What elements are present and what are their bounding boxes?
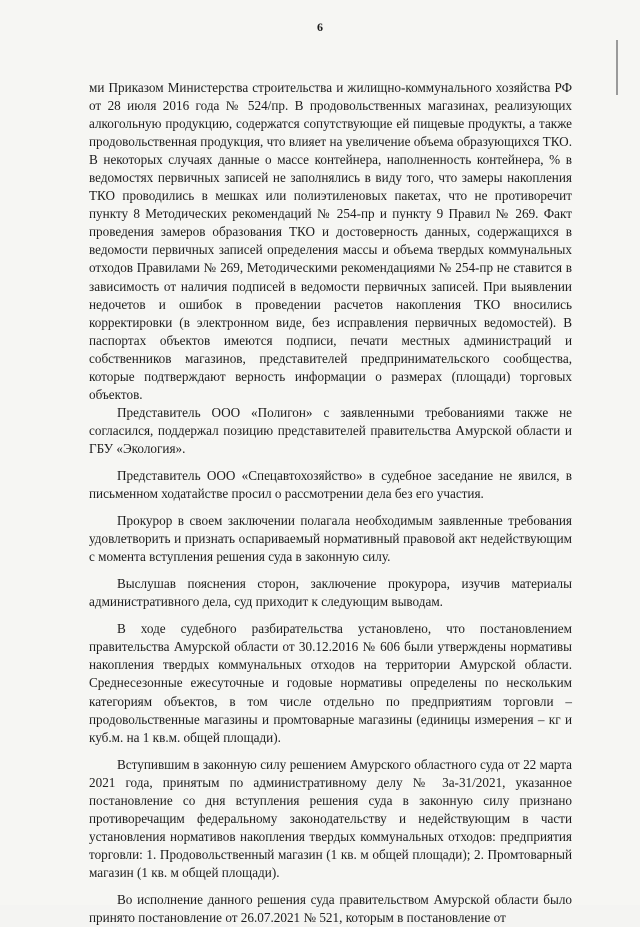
paragraph-gap [89, 747, 572, 756]
paragraph-prior-decision: Вступившим в законную силу решением Амурского областного суда от 22 марта 2021 года, принятым по административному делу № 3а-31/2021, указанное постановление со дня вступления решения суда в законную силу признано противоречащим федеральному законодательству и недействующим в части установления нормативов накопления твердых коммунальных отходов: предприятия торговли: 1. Продовольственный магазин (1 кв. м общей площади); 2. Промтоварный магазин (1 кв. м общей площади). [89, 756, 572, 880]
paragraph-continuation: ми Приказом Министерства строительства и жилищно-коммунального хозяйства РФ от 28 июля 2016 года № 524/пр. В продовольственных магазинах, реализующих алкогольную продукцию, содержатся сопутствующие ей пищевые продукты, а также продовольственная продукция, что влияет на увеличение объема образующихся ТКО. В некоторых случаях данные о массе контейнера, наполненность контейнера, % в ведомостях первичных записей не заполнялись в виду того, что замеры накопления ТКО проводились в мешках или полиэтиленовых пакетах, что не противоречит пункту 8 Методических рекомендаций № 254-пр и пункту 9 Правил № 269. Факт проведения замеров образования ТКО и достоверность данных, содержащихся в ведомости первичных записей определения массы и объема твердых коммунальных отходов Правилами № 269, Методическими рекомендациями № 254-пр не ставится в зависимость от наличия подписей в ведомости первичных записей. При выявлении недочетов и ошибок в проведении расчетов накопления ТКО вносились корректировки (в электронном виде, без исправления первичных ведомостей). В паспортах объектов имеются подписи, печати местных администраций и собственников магазинов, представителей предпринимательского сообщества, которые подтверждают верность информации о размерах (площади) торговых объектов. [89, 80, 572, 402]
paragraph-established-facts: В ходе судебного разбирательства установлено, что постановлением правительства Амурской области от 30.12.2016 № 606 были утверждены нормативы накопления твердых коммунальных отходов на территории Амурской области. Среднесезонные ежесуточные и годовые нормативы определены по нескольким категориям объектов, в том числе отдельно по предприятиям торговли – продовольственные магазины и промтоварные магазины (единицы измерения – кг и куб.м. на 1 кв.м. общей площади). [89, 621, 572, 745]
paragraph-gap [89, 458, 572, 467]
page-number: 6 [317, 20, 323, 34]
document-body [89, 79, 572, 927]
paragraph-gap [89, 882, 572, 891]
paragraph-gap [89, 503, 572, 512]
paragraph-gap [89, 611, 572, 620]
paragraph-polygon-representative: Представитель ООО «Полигон» с заявленными требованиями также не согласился, поддержал позицию представителей правительства Амурской области и ГБУ «Экология». [89, 404, 572, 456]
paragraph-court-conclusion: Выслушав пояснения сторон, заключение прокурора, изучив материалы административного дела, суд приходит к следующим выводам. [89, 576, 572, 610]
paragraph-gap [89, 566, 572, 575]
scan-edge-mark [616, 40, 618, 95]
paragraph-specavto-representative: Представитель ООО «Спецавтохозяйство» в судебное заседание не явился, в письменном ходатайстве просил о рассмотрении дела без его участия. [89, 467, 572, 502]
paragraph-prosecutor: Прокурор в своем заключении полагала необходимым заявленные требования удовлетворить и признать оспариваемый нормативный правовой акт недействующим с момента вступления решения суда в законную силу. [89, 513, 572, 565]
paragraph-resolution-521: Во исполнение данного решения суда правительством Амурской области было принято постановление от 26.07.2021 № 521, которым в постановление от [89, 891, 572, 926]
